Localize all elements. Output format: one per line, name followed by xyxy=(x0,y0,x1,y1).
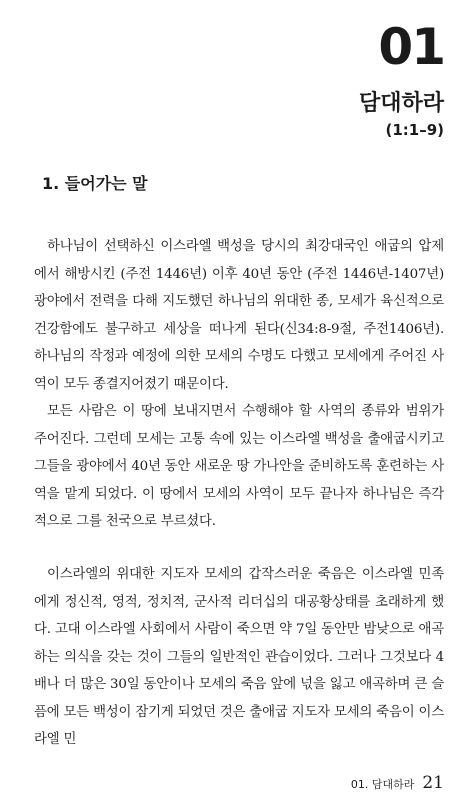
page-number: 21 xyxy=(422,773,444,793)
chapter-reference: (1:1–9) xyxy=(385,121,444,139)
chapter-number: 01 xyxy=(378,18,444,76)
body-paragraph: 모든 사람은 이 땅에 보내지면서 수행해야 할 사역의 종류와 범위가 주어진다. 그런데 모세는 고통 속에 있는 이스라엘 백성을 출애굽시키고 그들을 광야에서 40년 동안 새로운 땅 가나안을 준비하도록 훈련하는 사역을 맡게 되었다. 이 땅에서 모세의 사역이 모두 끝나자 하나님은 즉각적으로 그를 천국으로 부르셨다. xyxy=(34,404,444,529)
body-paragraph: 하나님이 선택하신 이스라엘 백성을 당시의 최강대국인 애굽의 압제에서 해방시킨 (주전 1446년) 이후 40년 동안 (주전 1446년-1407년) 광야에서 전력을 다해 지도했던 하나님의 위대한 종, 모세가 육신적으로 건강함에도 불구하고 세상을 떠나게 된다(신34:8-9절, 주전1406년). 하나님의 작정과 예정에 의한 모세의 수명도 다했고 모세에게 주어진 사역이 모두 종결지어졌기 때문이다. xyxy=(34,239,444,392)
chapter-title: 담대하라 xyxy=(358,91,444,116)
page-footer xyxy=(351,775,444,792)
section-heading: 1. 들어가는 말 xyxy=(42,174,148,193)
running-footer-label: 01. 담대하라 xyxy=(350,778,415,791)
body-paragraph: 이스라엘의 위대한 지도자 모세의 갑작스러운 죽음은 이스라엘 민족에게 정신적, 영적, 정치적, 군사적 리더십의 대공황상태를 초래하게 했다. 고대 이스라엘 사회에서 사람이 죽으면 약 7일 동안만 밤낮으로 애곡하는 의식을 갖는 것이 그들의 일반적인 관습이었다. 그러나 그것보다 4배나 더 많은 30일 동안이나 모세의 죽음 앞에 넋을 잃고 애곡하며 큰 슬픔에 모든 백성이 잠기게 되었던 것은 출애굽 지도자 모세의 죽음이 이스라엘 민 xyxy=(34,567,444,747)
